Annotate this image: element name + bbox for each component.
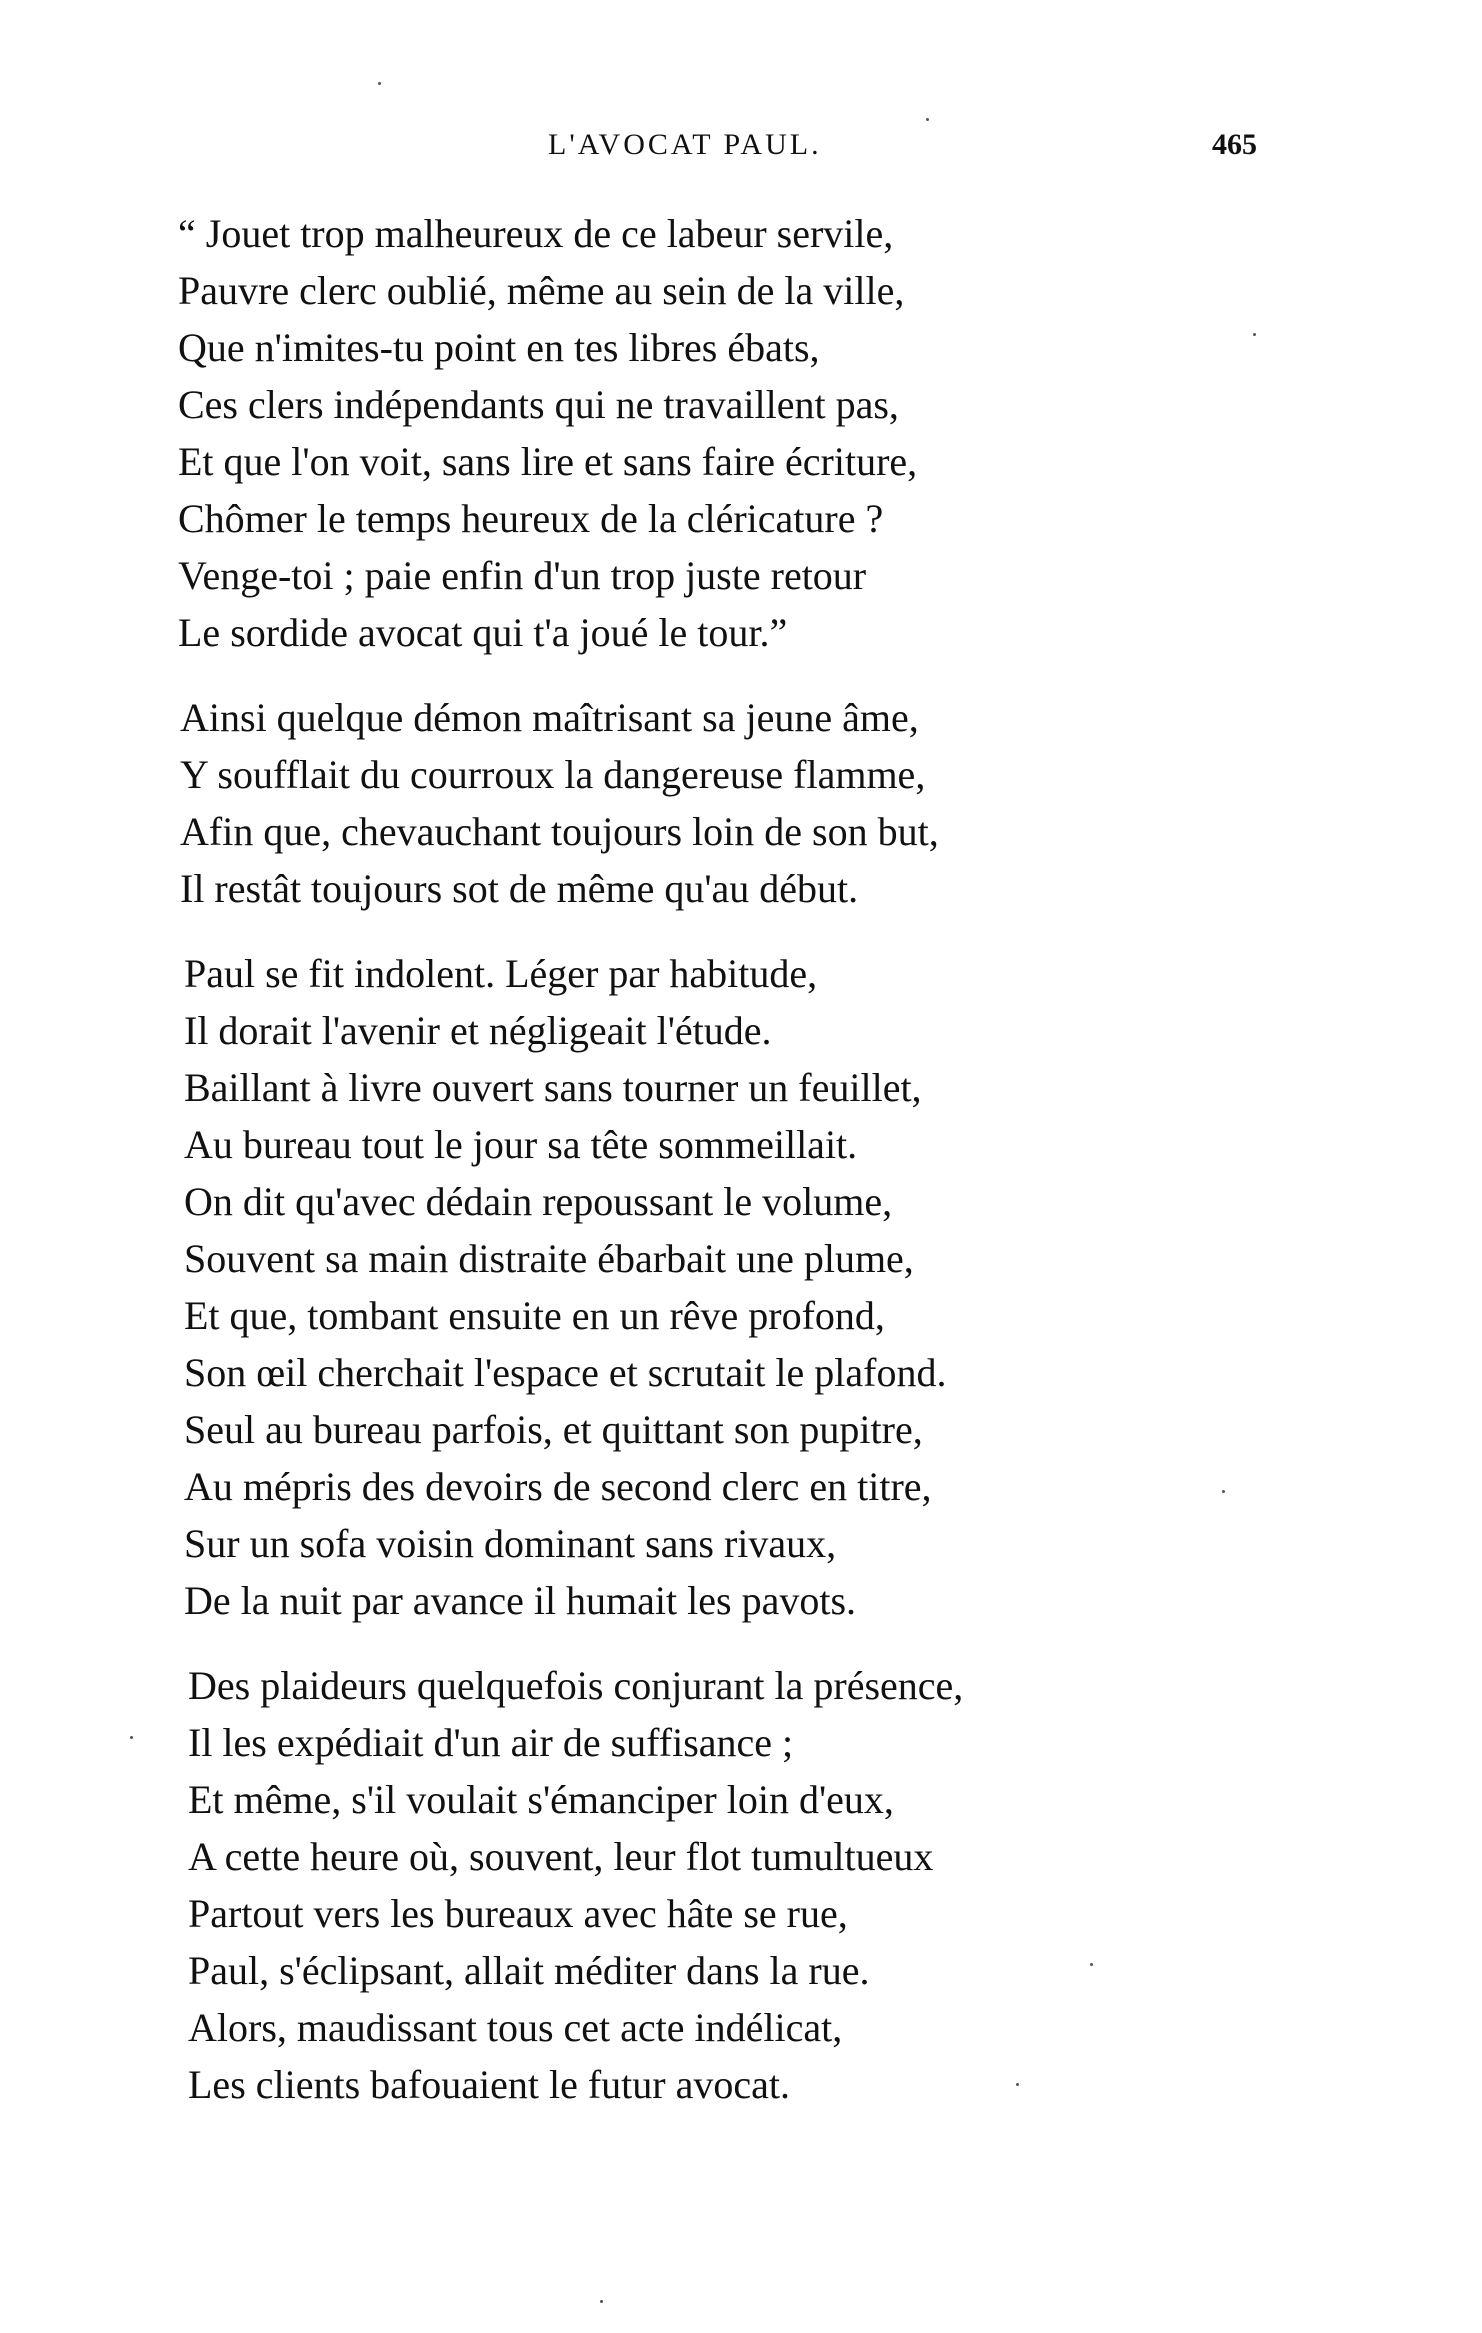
verse-line: Que n'imites-tu point en tes libres ébats, bbox=[178, 325, 820, 370]
verse-line: Le sordide avocat qui t'a joué le tour.” bbox=[178, 610, 788, 655]
running-title: L'AVOCAT PAUL. bbox=[548, 128, 822, 161]
page-number: 465 bbox=[1212, 128, 1257, 161]
verse-line: Ces clers indépendants qui ne travaillent pas, bbox=[178, 382, 899, 427]
verse-line: Sur un sofa voisin dominant sans rivaux, bbox=[184, 1521, 837, 1566]
verse-line: Au mépris des devoirs de second clerc en titre, bbox=[184, 1464, 932, 1509]
verse-line: Ainsi quelque démon maîtrisant sa jeune âme, bbox=[180, 695, 919, 740]
verse-line: Il restât toujours sot de même qu'au début. bbox=[180, 866, 859, 911]
verse-line: Il dorait l'avenir et négligeait l'étude. bbox=[184, 1008, 772, 1053]
verse-line: Paul se fit indolent. Léger par habitude, bbox=[184, 951, 818, 996]
verse-line: A cette heure où, souvent, leur flot tumultueux bbox=[188, 1834, 934, 1879]
verse-line: Venge-toi ; paie enfin d'un trop juste retour bbox=[178, 553, 867, 598]
verse-line: De la nuit par avance il humait les pavots. bbox=[184, 1578, 857, 1623]
verse-line: Pauvre clerc oublié, même au sein de la ville, bbox=[178, 268, 905, 313]
paper-speck bbox=[1253, 333, 1256, 336]
verse-line: Et même, s'il voulait s'émanciper loin d'eux, bbox=[188, 1777, 894, 1822]
verse-line: Et que, tombant ensuite en un rêve profond, bbox=[184, 1293, 885, 1338]
page-header bbox=[0, 128, 1482, 188]
paper-speck bbox=[1016, 2083, 1019, 2086]
verse-line: Au bureau tout le jour sa tête sommeillait. bbox=[184, 1122, 858, 1167]
paper-speck bbox=[130, 1736, 133, 1739]
verse-line: “ Jouet trop malheureux de ce labeur servile, bbox=[178, 211, 894, 256]
verse-line: Y soufflait du courroux la dangereuse flamme, bbox=[180, 752, 926, 797]
verse-line: Paul, s'éclipsant, allait méditer dans la rue. bbox=[188, 1948, 870, 1993]
verse-line: Alors, maudissant tous cet acte indélicat, bbox=[188, 2005, 843, 2050]
paper-speck bbox=[1090, 1963, 1093, 1966]
verse-line: Partout vers les bureaux avec hâte se rue, bbox=[188, 1891, 848, 1936]
verse-line: Des plaideurs quelquefois conjurant la présence, bbox=[188, 1663, 964, 1708]
paper-speck bbox=[926, 118, 929, 121]
verse-line: Baillant à livre ouvert sans tourner un feuillet, bbox=[184, 1065, 922, 1110]
paper-speck bbox=[600, 2300, 603, 2303]
verse-line: Afin que, chevauchant toujours loin de son but, bbox=[180, 809, 939, 854]
verse-line: Il les expédiait d'un air de suffisance ; bbox=[188, 1720, 794, 1765]
verse-line: Seul au bureau parfois, et quittant son pupitre, bbox=[184, 1407, 923, 1452]
verse-line: On dit qu'avec dédain repoussant le volume, bbox=[184, 1179, 893, 1224]
verse-line: Son œil cherchait l'espace et scrutait le plafond. bbox=[184, 1350, 947, 1395]
verse-line: Les clients bafouaient le futur avocat. bbox=[188, 2062, 790, 2107]
paper-speck bbox=[1222, 1490, 1225, 1493]
verse-line: Souvent sa main distraite ébarbait une plume, bbox=[184, 1236, 914, 1281]
verse-line: Et que l'on voit, sans lire et sans faire écriture, bbox=[178, 439, 918, 484]
paper-speck bbox=[378, 82, 381, 85]
verse-line: Chômer le temps heureux de la cléricature ? bbox=[178, 496, 884, 541]
